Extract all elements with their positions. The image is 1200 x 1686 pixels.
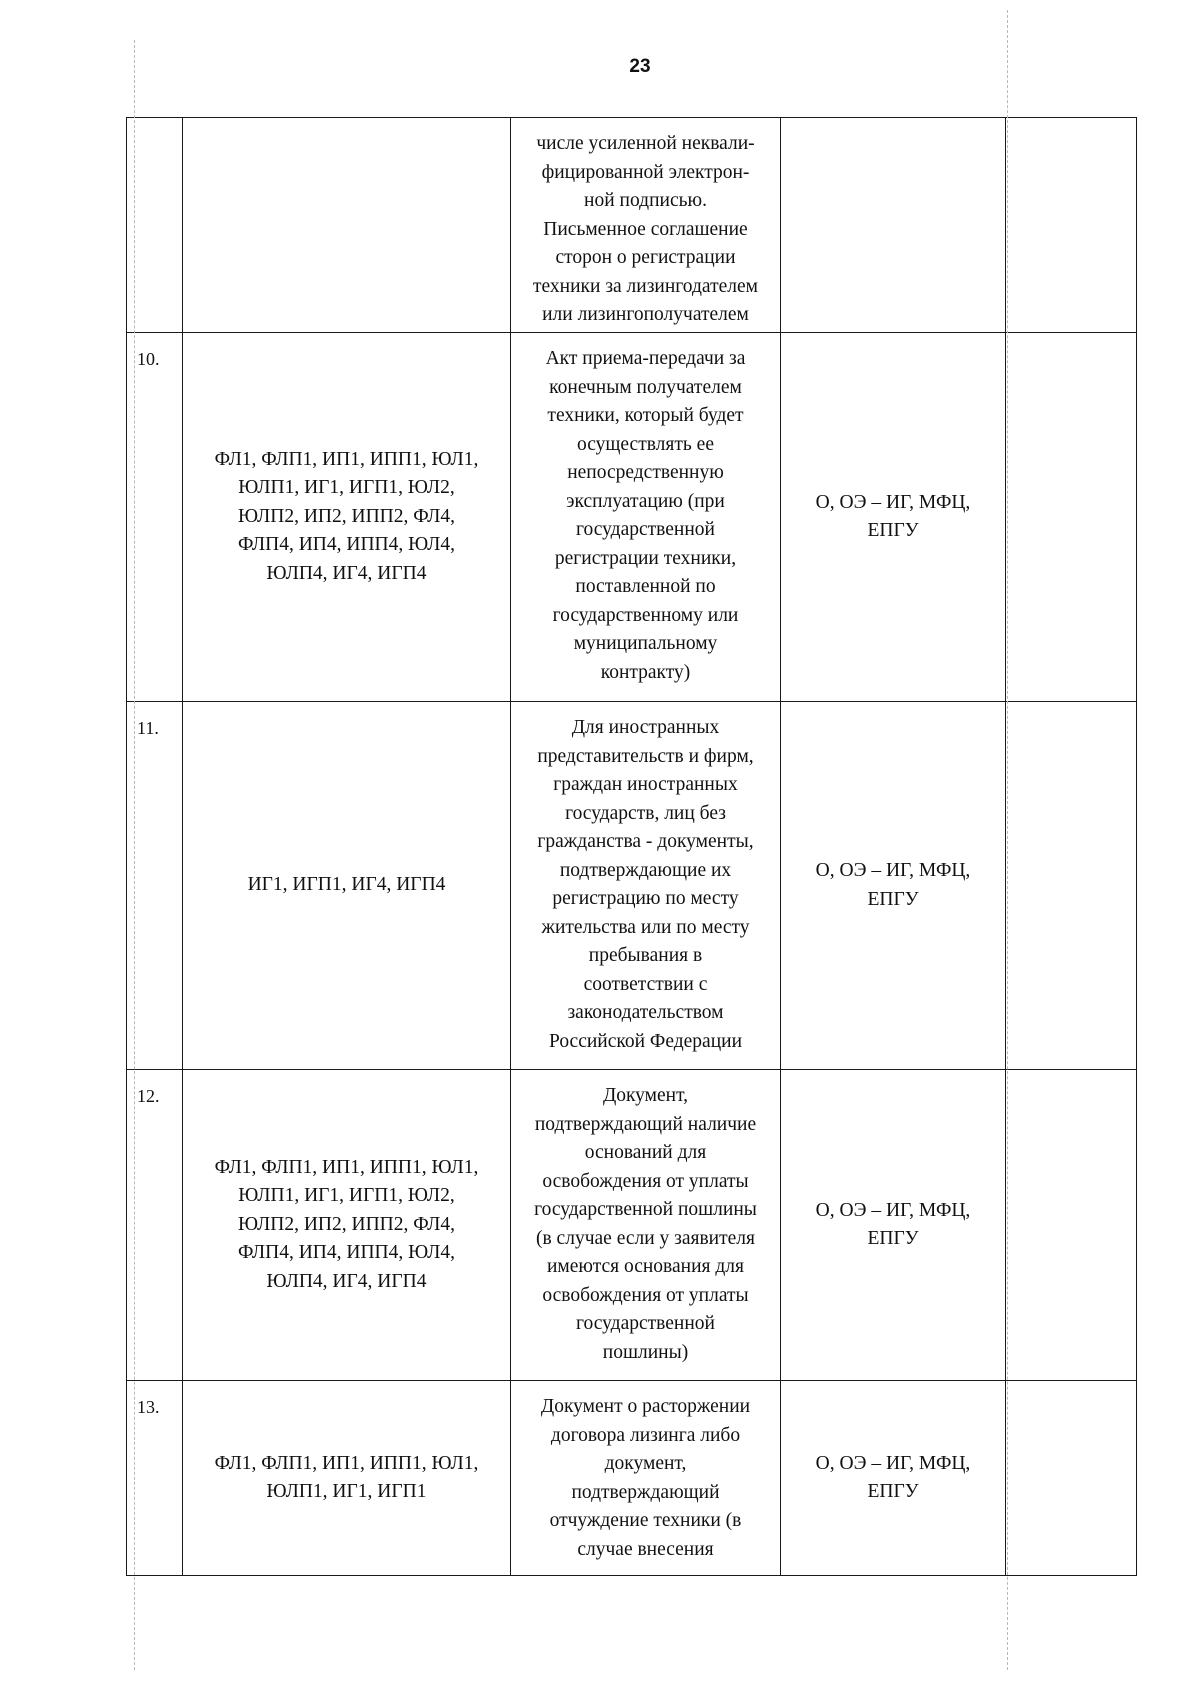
table-body	[127, 118, 1137, 1576]
document-description	[511, 1381, 781, 1576]
cell-text-line: пошлины)	[602, 1341, 689, 1363]
cell-text-line: ЮЛП4, ИГ4, ИГП4	[266, 1270, 427, 1292]
cell-text-line: ФЛ1, ФЛП1, ИП1, ИПП1, ЮЛ1,	[214, 1452, 479, 1474]
cell-text-line: О, ОЭ – ИГ, МФЦ,	[815, 860, 971, 881]
cell-text-line: непосредственную	[567, 462, 724, 483]
requirements-table	[126, 117, 1137, 1576]
table-row	[127, 702, 1137, 1070]
cell-text-line: документ,	[604, 1453, 687, 1474]
cell-text-line: регистрации техники,	[554, 547, 737, 569]
submission-channels	[781, 702, 1006, 1070]
cell-text-line: государственному или	[552, 604, 739, 626]
submission-channels	[781, 1070, 1006, 1381]
row-number: 13.	[127, 1381, 183, 1576]
cell-text-line: контракту)	[600, 661, 691, 683]
blank-column-cell	[1006, 1070, 1137, 1381]
cell-text-line: ЮЛП1, ИГ1, ИГП1, ЮЛ2,	[238, 1185, 455, 1207]
submission-channels	[781, 333, 1006, 702]
cell-text-line: подтверждающий	[571, 1481, 720, 1503]
cell-text-line: техники за лизингодателем	[533, 275, 758, 297]
cell-text-line: соответствии с	[583, 973, 708, 995]
blank-column-cell	[1006, 333, 1137, 702]
cell-text-line: ФЛП4, ИП4, ИПП4, ЮЛ4,	[237, 1242, 456, 1264]
cell-text-line: имеются основания для	[546, 1256, 745, 1277]
table-row	[127, 1381, 1137, 1576]
cell-text-line: или лизингополучателем	[542, 304, 749, 325]
row-number: 10.	[127, 333, 183, 702]
cell-text-line: О, ОЭ – ИГ, МФЦ,	[815, 1452, 971, 1474]
cell-text-line: подтверждающий наличие	[534, 1113, 757, 1135]
table-row	[127, 1070, 1137, 1381]
applicant-categories	[183, 1070, 511, 1381]
blank-column-cell	[1006, 118, 1137, 333]
cell-text-line: осуществлять ее	[577, 433, 714, 455]
blank-column-cell	[1006, 1381, 1137, 1576]
cell-text-line: ЕПГУ	[867, 520, 919, 541]
applicant-categories	[183, 333, 511, 702]
table-row	[127, 333, 1137, 702]
cell-text-line: освобождения от уплаты	[542, 1284, 749, 1306]
cell-text-line: ной подписью.	[584, 190, 707, 211]
cell-text-line: сторон о регистрации	[555, 247, 736, 268]
cell-text-line: поставленной по	[575, 576, 716, 597]
applicant-categories	[183, 118, 511, 333]
cell-text-line: техники, который будет	[547, 405, 744, 426]
cell-text-line: государственной	[576, 519, 715, 540]
cell-text-line: ФЛ1, ФЛП1, ИП1, ИПП1, ЮЛ1,	[214, 1156, 479, 1178]
cell-text-line: О, ОЭ – ИГ, МФЦ,	[815, 491, 971, 513]
cell-text-line: договора лизинга либо	[550, 1424, 741, 1446]
scan-artifact-line	[134, 40, 135, 1670]
cell-text-line: ЮЛП2, ИП2, ИПП2, ФЛ4,	[237, 505, 456, 527]
cell-text-line: муниципальному	[573, 633, 718, 654]
cell-text-line: ИГ1, ИГП1, ИГ4, ИГП4	[247, 874, 446, 896]
cell-text-line: ФЛ1, ФЛП1, ИП1, ИПП1, ЮЛ1,	[214, 448, 479, 470]
cell-text-line: ЮЛП1, ИГ1, ИГП1, ЮЛ2,	[238, 477, 455, 499]
cell-text-line: ЕПГУ	[867, 1481, 919, 1502]
cell-text-line: ЮЛП2, ИП2, ИПП2, ФЛ4,	[237, 1213, 456, 1235]
cell-text-line: регистрацию по месту	[552, 888, 739, 909]
cell-text-line: Письменное соглашение	[543, 218, 748, 240]
cell-text-line: Российской Федерации	[548, 1030, 743, 1052]
cell-text-line: эксплуатацию (при	[566, 490, 725, 512]
cell-text-line: жительства или по месту	[541, 916, 750, 938]
cell-text-line: пребывания в	[588, 945, 703, 966]
document-description	[511, 1070, 781, 1381]
cell-text-line: ЮЛП1, ИГ1, ИГП1	[266, 1481, 427, 1502]
cell-text-line: ФЛП4, ИП4, ИПП4, ЮЛ4,	[237, 534, 456, 556]
cell-text-line: случае внесения	[577, 1538, 714, 1560]
scan-artifact-line	[1007, 10, 1008, 1670]
applicant-categories	[183, 702, 511, 1070]
applicant-categories	[183, 1381, 511, 1576]
cell-text-line: подтверждающие их	[559, 859, 732, 881]
cell-text-line: фицированной электрон-	[541, 161, 750, 183]
page-number: 23	[629, 56, 651, 77]
submission-channels	[781, 1381, 1006, 1576]
cell-text-line: конечным получателем	[549, 376, 742, 398]
cell-text-line: государств, лиц без	[565, 802, 726, 824]
cell-text-line: О, ОЭ – ИГ, МФЦ,	[815, 1199, 971, 1221]
cell-text-line: государственной	[576, 1313, 715, 1334]
cell-text-line: Документ,	[602, 1085, 689, 1106]
cell-text-line: гражданства - документы,	[537, 831, 754, 852]
submission-channels	[781, 118, 1006, 333]
row-number: 11.	[127, 702, 183, 1070]
document-description	[511, 333, 781, 702]
cell-text-line: ЕПГУ	[867, 888, 919, 910]
cell-text-line: (в случае если у заявителя	[535, 1227, 755, 1249]
table-row	[127, 118, 1137, 333]
document-description	[511, 118, 781, 333]
cell-text-line: граждан иностранных	[553, 774, 738, 795]
cell-text-line: оснований для	[584, 1142, 707, 1163]
cell-text-line: освобождения от уплаты	[542, 1170, 749, 1192]
cell-text-line: Документ о расторжении	[540, 1396, 751, 1417]
cell-text-line: ЕПГУ	[867, 1228, 919, 1249]
blank-column-cell	[1006, 702, 1137, 1070]
cell-text-line: Акт приема-передачи за	[545, 348, 746, 369]
document-description	[511, 702, 781, 1070]
cell-text-line: законодательством	[567, 1002, 724, 1023]
cell-text-line: представительств и фирм,	[537, 745, 754, 767]
cell-text-line: Для иностранных	[571, 717, 720, 738]
cell-text-line: числе усиленной неквали-	[536, 133, 755, 154]
cell-text-line: ЮЛП4, ИГ4, ИГП4	[266, 562, 427, 584]
cell-text-line: государственной пошлины	[534, 1199, 757, 1220]
cell-text-line: отчуждение техники (в	[549, 1510, 742, 1531]
row-number: 12.	[127, 1070, 183, 1381]
